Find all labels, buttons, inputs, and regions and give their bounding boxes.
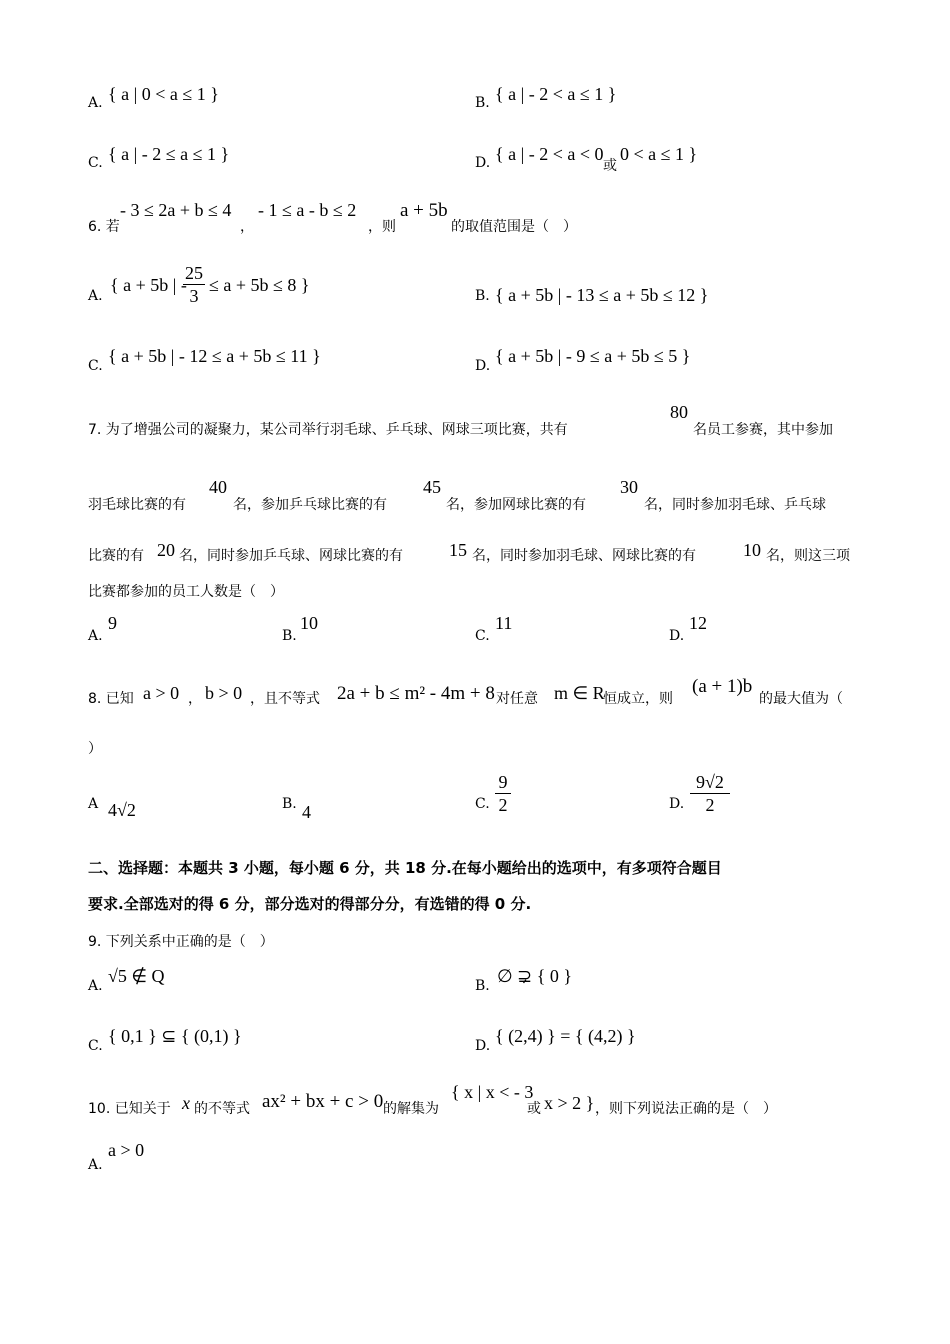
q9-option-a-label[interactable]: A. — [88, 978, 103, 994]
q7-option-d-value: 12 — [689, 613, 707, 633]
q10-stem-b: 的不等式 — [194, 1101, 250, 1117]
q5-option-b-label[interactable]: B. — [475, 95, 490, 111]
q8-stem-d: 恒成立，则 — [603, 691, 673, 707]
q7-total-80: 80 — [670, 402, 688, 422]
q6-stem-tail: 的取值范围是（ ） — [451, 219, 577, 235]
fraction-bar — [495, 793, 511, 794]
q8-stem-e: 的最大值为（ — [759, 691, 843, 707]
fraction-bar — [183, 284, 205, 285]
q9-option-d-label[interactable]: D. — [475, 1038, 491, 1054]
q5-option-d-math-post: 0 < a ≤ 1 } — [620, 144, 698, 164]
q7-option-b-label[interactable]: B. — [282, 628, 297, 644]
q5-option-c-label[interactable]: C. — [88, 155, 103, 171]
q8-option-c-denominator: 2 — [498, 795, 508, 815]
q7-option-b-value: 10 — [300, 613, 318, 633]
q8-expression: (a + 1)b — [692, 676, 753, 697]
q5-option-a-math: { a | 0 < a ≤ 1 } — [108, 84, 219, 104]
q6-option-a-pre: { a + 5b | - — [110, 275, 187, 295]
fraction-bar — [690, 793, 730, 794]
q9-option-b-label[interactable]: B. — [475, 978, 490, 994]
q8-option-b-value: 4 — [302, 802, 311, 822]
q7-option-a-value: 9 — [108, 613, 117, 633]
q6-option-a-numerator: 25 — [185, 263, 203, 283]
q9-option-d-math: { (2,4) } = { (4,2) } — [495, 1026, 636, 1046]
q10-variable-x: x — [182, 1093, 190, 1113]
q8-option-d-fraction — [690, 772, 730, 815]
q7-tennis-30: 30 — [620, 477, 638, 497]
q8-stem-b: ，且不等式 — [250, 691, 320, 707]
q6-option-d-math: { a + 5b | - 9 ≤ a + 5b ≤ 5 } — [495, 346, 691, 366]
q8-number: 8. 已知 — [88, 691, 134, 707]
q7-both-10: 10 — [743, 540, 761, 560]
q5-option-b-math: { a | - 2 < a ≤ 1 } — [495, 84, 617, 104]
q7-line-2-a: 羽毛球比赛的有 — [88, 497, 186, 513]
q7-line-2-b: 名，参加乒乓球比赛的有 — [233, 497, 387, 513]
q10-option-a-label[interactable]: A. — [88, 1157, 103, 1173]
q6-then: ，则 — [368, 219, 396, 235]
q9-option-b-math: ∅ ⊋ { 0 } — [497, 966, 573, 986]
q6-condition-1: - 3 ≤ 2a + b ≤ 4 — [120, 200, 232, 220]
q5-option-a-label[interactable]: A. — [88, 95, 103, 111]
q6-option-b-math: { a + 5b | - 13 ≤ a + 5b ≤ 12 } — [495, 285, 709, 305]
q6-option-c-label[interactable]: C. — [88, 358, 103, 374]
q6-condition-2: - 1 ≤ a - b ≤ 2 — [258, 200, 357, 220]
q8-stem-close: ） — [88, 741, 102, 757]
q5-option-c-math: { a | - 2 ≤ a ≤ 1 } — [108, 144, 230, 164]
q7-option-d-label[interactable]: D. — [669, 628, 685, 644]
q7-both-20: 20 — [157, 540, 175, 560]
q7-line-1-b: 名员工参赛，其中参加 — [693, 422, 833, 438]
q10-solution-set-2: x > 2 } — [544, 1093, 595, 1113]
q10-stem-c: 的解集为 — [383, 1101, 439, 1117]
q10-inequality: ax² + bx + c > 0 — [262, 1091, 384, 1112]
q9-option-a-math: √5 ∉ Q — [108, 966, 165, 986]
q8-domain: m ∈ R — [554, 683, 605, 703]
q8-separator: ， — [188, 691, 202, 707]
q8-condition-b: b > 0 — [205, 683, 243, 703]
q8-option-d-label[interactable]: D. — [669, 796, 685, 812]
q9-stem: 9. 下列关系中正确的是（ ） — [88, 934, 274, 950]
q5-option-d-or: 或 — [603, 158, 617, 174]
q9-option-c-label[interactable]: C. — [88, 1038, 103, 1054]
q7-line-3-c: 名，同时参加羽毛球、网球比赛的有 — [472, 548, 696, 564]
q10-stem-d: ，则下列说法正确的是（ ） — [595, 1101, 777, 1117]
q8-option-c-numerator: 9 — [498, 772, 508, 792]
q8-option-a-value: 4√2 — [108, 800, 136, 820]
q6-option-a-post: ≤ a + 5b ≤ 8 } — [209, 275, 310, 295]
section-2-heading-line-2: 要求.全部选对的得 6 分，部分选对的得部分分，有选错的得 0 分. — [88, 895, 532, 913]
q10-option-a-math: a > 0 — [108, 1140, 145, 1160]
q5-option-d-math-pre: { a | - 2 < a < 0 — [495, 144, 604, 164]
q7-line-2-c: 名，参加网球比赛的有 — [446, 497, 586, 513]
q7-option-c-value: 11 — [495, 613, 513, 633]
q8-option-d-denominator: 2 — [705, 795, 715, 815]
q6-expression: a + 5b — [400, 200, 448, 221]
q6-number: 6. 若 — [88, 219, 120, 235]
q8-option-d-numerator: 9√2 — [696, 772, 724, 792]
q7-option-c-label[interactable]: C. — [475, 628, 490, 644]
section-2-heading-line-1: 二、选择题：本题共 3 小题，每小题 6 分，共 18 分.在每小题给出的选项中，有多项符合题目 — [88, 859, 722, 877]
q9-option-c-math: { 0,1 } ⊆ { (0,1) } — [108, 1026, 242, 1046]
q8-stem-c: 对任意 — [496, 691, 538, 707]
q8-inequality: 2a + b ≤ m² - 4m + 8 — [337, 683, 495, 704]
q7-line-3-d: 名，则这三项 — [766, 548, 850, 564]
q6-option-b-label[interactable]: B. — [475, 288, 490, 304]
q10-or: 或 — [527, 1101, 541, 1117]
q7-both-15: 15 — [449, 540, 467, 560]
q7-line-3-b: 名，同时参加乒乓球、网球比赛的有 — [179, 548, 403, 564]
q8-option-a-label[interactable]: A — [88, 796, 99, 812]
q8-option-c-fraction — [495, 772, 511, 815]
q5-option-d-label[interactable]: D. — [475, 155, 491, 171]
q8-condition-a: a > 0 — [143, 683, 180, 703]
q6-option-d-label[interactable]: D. — [475, 358, 491, 374]
q10-number: 10. 已知关于 — [88, 1101, 171, 1117]
q7-line-2-d: 名，同时参加羽毛球、乒乓球 — [644, 497, 826, 513]
q6-separator: ， — [240, 219, 254, 235]
q8-option-b-label[interactable]: B. — [282, 796, 297, 812]
q7-badminton-40: 40 — [209, 477, 227, 497]
q6-option-a-fraction — [183, 263, 205, 306]
q6-option-c-math: { a + 5b | - 12 ≤ a + 5b ≤ 11 } — [108, 346, 321, 366]
q7-line-4: 比赛都参加的员工人数是（ ） — [88, 584, 284, 600]
q7-option-a-label[interactable]: A. — [88, 628, 103, 644]
q7-line-1-a: 7. 为了增强公司的凝聚力，某公司举行羽毛球、乒乓球、网球三项比赛，共有 — [88, 422, 568, 438]
q7-line-3-a: 比赛的有 — [88, 548, 144, 564]
q8-option-c-label[interactable]: C. — [475, 796, 490, 812]
q6-option-a-denominator: 3 — [189, 286, 199, 306]
q10-solution-set-1: { x | x < - 3 — [451, 1082, 534, 1102]
q6-option-a-label[interactable]: A. — [88, 288, 103, 304]
q7-pingpong-45: 45 — [423, 477, 441, 497]
